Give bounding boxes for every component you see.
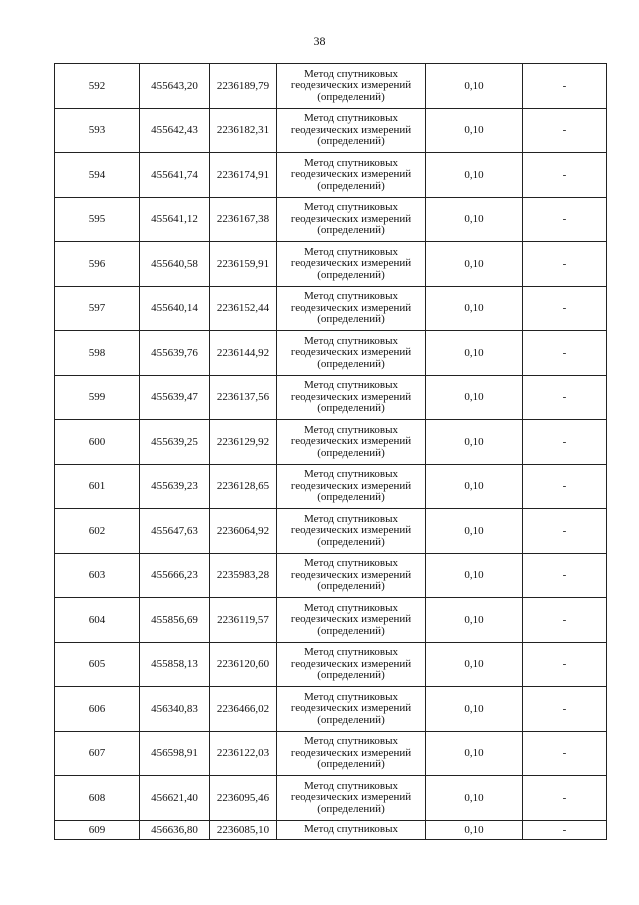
y-coordinate-cell: 2236128,65 — [210, 464, 277, 509]
method-line: геодезических измерений — [290, 212, 412, 225]
y-coordinate-cell: 2236120,60 — [210, 642, 277, 687]
x-coordinate-cell: 455643,20 — [140, 64, 210, 109]
table-row — [55, 598, 607, 643]
method-line: (определений) — [317, 90, 385, 103]
x-coordinate-cell: 456621,40 — [140, 776, 210, 821]
accuracy-cell: 0,10 — [426, 776, 523, 821]
x-coordinate-cell: 455640,58 — [140, 242, 210, 287]
note-cell: - — [523, 108, 607, 153]
accuracy-cell: 0,10 — [426, 197, 523, 242]
note-cell: - — [523, 642, 607, 687]
table-row — [55, 286, 607, 331]
y-coordinate-cell: 2236129,92 — [210, 420, 277, 465]
method-cell — [277, 509, 426, 554]
x-coordinate-cell: 455858,13 — [140, 642, 210, 687]
method-cell — [277, 553, 426, 598]
note-cell: - — [523, 420, 607, 465]
accuracy-cell: 0,10 — [426, 464, 523, 509]
method-line: (определений) — [317, 669, 385, 681]
y-coordinate-cell: 2236466,02 — [210, 687, 277, 732]
table-row — [55, 420, 607, 465]
table-row — [55, 820, 607, 839]
x-coordinate-cell: 455640,14 — [140, 286, 210, 331]
method-line: (определений) — [317, 491, 385, 503]
method-cell — [277, 64, 426, 109]
x-coordinate-cell: 456598,91 — [140, 731, 210, 776]
method-line: геодезических измерений — [290, 568, 412, 581]
table-row — [55, 642, 607, 687]
method-line: Метод спутниковых — [304, 690, 398, 703]
point-number-cell: 602 — [55, 509, 140, 554]
point-number-cell: 596 — [55, 242, 140, 287]
method-line: геодезических измерений — [290, 79, 412, 91]
method-line: (определений) — [317, 268, 385, 281]
note-cell: - — [523, 731, 607, 776]
accuracy-cell: 0,10 — [426, 553, 523, 598]
x-coordinate-cell: 455639,25 — [140, 420, 210, 465]
accuracy-cell: 0,10 — [426, 509, 523, 554]
y-coordinate-cell: 2236144,92 — [210, 331, 277, 376]
method-line: Метод спутниковых — [304, 201, 398, 213]
y-coordinate-cell: 2236182,31 — [210, 108, 277, 153]
table-row — [55, 242, 607, 287]
method-line: геодезических измерений — [290, 390, 412, 403]
method-line: Метод спутниковых — [304, 334, 398, 347]
point-number-cell: 592 — [55, 64, 140, 109]
method-line: Метод спутниковых — [304, 601, 398, 614]
point-number-cell: 595 — [55, 197, 140, 242]
method-cell — [277, 375, 426, 420]
method-line: (определений) — [317, 224, 385, 236]
method-line: Метод спутниковых — [304, 245, 398, 258]
point-number-cell: 599 — [55, 375, 140, 420]
method-cell — [277, 197, 426, 242]
accuracy-cell: 0,10 — [426, 820, 523, 839]
method-cell — [277, 153, 426, 198]
accuracy-cell: 0,10 — [426, 420, 523, 465]
table-row — [55, 108, 607, 153]
table-row — [55, 64, 607, 109]
method-line: геодезических измерений — [290, 435, 412, 447]
page-number: 38 — [313, 34, 326, 48]
note-cell: - — [523, 375, 607, 420]
note-cell: - — [523, 242, 607, 287]
y-coordinate-cell: 2236085,10 — [210, 820, 277, 839]
point-number-cell: 606 — [55, 687, 140, 732]
method-line: Метод спутниковых — [304, 779, 398, 792]
point-number-cell: 593 — [55, 108, 140, 153]
y-coordinate-cell: 2236095,46 — [210, 776, 277, 821]
accuracy-cell: 0,10 — [426, 642, 523, 687]
method-line: геодезических измерений — [290, 702, 412, 714]
table-row — [55, 687, 607, 732]
accuracy-cell: 0,10 — [426, 242, 523, 287]
method-line: Метод спутниковых — [304, 379, 398, 391]
point-number-cell: 597 — [55, 286, 140, 331]
method-line: (определений) — [317, 402, 385, 414]
y-coordinate-cell: 2236064,92 — [210, 509, 277, 554]
method-line: геодезических измерений — [290, 791, 412, 803]
note-cell: - — [523, 553, 607, 598]
method-line: (определений) — [317, 713, 385, 726]
method-line: Метод спутниковых — [304, 646, 398, 658]
table-row — [55, 153, 607, 198]
note-cell: - — [523, 820, 607, 839]
method-line: геодезических измерений — [290, 746, 412, 759]
method-line: Метод спутниковых — [304, 822, 398, 835]
note-cell: - — [523, 64, 607, 109]
method-cell — [277, 598, 426, 643]
method-line: (определений) — [317, 580, 385, 592]
x-coordinate-cell: 455641,74 — [140, 153, 210, 198]
point-number-cell: 600 — [55, 420, 140, 465]
method-line: Метод спутниковых — [304, 156, 398, 169]
table-row — [55, 509, 607, 554]
method-line: (определений) — [317, 179, 385, 192]
method-cell — [277, 642, 426, 687]
method-line: геодезических измерений — [290, 123, 412, 136]
method-line: геодезических измерений — [290, 524, 412, 536]
point-number-cell: 608 — [55, 776, 140, 821]
method-line: (определений) — [317, 313, 385, 325]
y-coordinate-cell: 2235983,28 — [210, 553, 277, 598]
table-row — [55, 331, 607, 376]
point-number-cell: 609 — [55, 820, 140, 839]
method-line: (определений) — [317, 135, 385, 147]
method-line: геодезических измерений — [290, 613, 412, 625]
accuracy-cell: 0,10 — [426, 286, 523, 331]
method-cell — [277, 420, 426, 465]
accuracy-cell: 0,10 — [426, 153, 523, 198]
point-number-cell: 598 — [55, 331, 140, 376]
accuracy-cell: 0,10 — [426, 375, 523, 420]
note-cell: - — [523, 286, 607, 331]
note-cell: - — [523, 153, 607, 198]
method-cell — [277, 242, 426, 287]
method-line: геодезических измерений — [290, 168, 412, 180]
method-line: Метод спутниковых — [304, 512, 398, 525]
method-line: Метод спутниковых — [304, 67, 398, 80]
table-row — [55, 197, 607, 242]
method-line: Метод спутниковых — [304, 112, 398, 124]
coordinates-table-body — [55, 64, 607, 840]
accuracy-cell: 0,10 — [426, 687, 523, 732]
x-coordinate-cell: 455639,47 — [140, 375, 210, 420]
point-number-cell: 601 — [55, 464, 140, 509]
y-coordinate-cell: 2236137,56 — [210, 375, 277, 420]
note-cell: - — [523, 776, 607, 821]
method-cell — [277, 108, 426, 153]
coordinates-table — [54, 63, 607, 840]
method-line: геодезических измерений — [290, 657, 412, 670]
note-cell: - — [523, 509, 607, 554]
table-row — [55, 464, 607, 509]
accuracy-cell: 0,10 — [426, 331, 523, 376]
method-cell — [277, 820, 426, 839]
method-line: Метод спутниковых — [304, 735, 398, 747]
y-coordinate-cell: 2236189,79 — [210, 64, 277, 109]
method-cell — [277, 464, 426, 509]
y-coordinate-cell: 2236119,57 — [210, 598, 277, 643]
table-row — [55, 553, 607, 598]
method-line: геодезических измерений — [290, 346, 412, 358]
accuracy-cell: 0,10 — [426, 731, 523, 776]
y-coordinate-cell: 2236174,91 — [210, 153, 277, 198]
y-coordinate-cell: 2236152,44 — [210, 286, 277, 331]
method-line: геодезических измерений — [290, 301, 412, 314]
point-number-cell: 607 — [55, 731, 140, 776]
x-coordinate-cell: 456340,83 — [140, 687, 210, 732]
x-coordinate-cell: 455642,43 — [140, 108, 210, 153]
accuracy-cell: 0,10 — [426, 598, 523, 643]
table-row — [55, 776, 607, 821]
method-cell — [277, 776, 426, 821]
method-line: (определений) — [317, 446, 385, 459]
point-number-cell: 603 — [55, 553, 140, 598]
x-coordinate-cell: 455856,69 — [140, 598, 210, 643]
method-line: Метод спутниковых — [304, 557, 398, 569]
method-cell — [277, 731, 426, 776]
method-cell — [277, 331, 426, 376]
y-coordinate-cell: 2236159,91 — [210, 242, 277, 287]
note-cell: - — [523, 331, 607, 376]
method-line: геодезических измерений — [290, 257, 412, 269]
method-line: Метод спутниковых — [304, 468, 398, 480]
x-coordinate-cell: 455639,23 — [140, 464, 210, 509]
table-row — [55, 731, 607, 776]
point-number-cell: 594 — [55, 153, 140, 198]
method-line: Метод спутниковых — [304, 290, 398, 302]
point-number-cell: 605 — [55, 642, 140, 687]
y-coordinate-cell: 2236167,38 — [210, 197, 277, 242]
x-coordinate-cell: 455641,12 — [140, 197, 210, 242]
method-line: (определений) — [317, 758, 385, 770]
x-coordinate-cell: 455647,63 — [140, 509, 210, 554]
table-row — [55, 375, 607, 420]
y-coordinate-cell: 2236122,03 — [210, 731, 277, 776]
note-cell: - — [523, 197, 607, 242]
x-coordinate-cell: 455639,76 — [140, 331, 210, 376]
note-cell: - — [523, 598, 607, 643]
accuracy-cell: 0,10 — [426, 108, 523, 153]
x-coordinate-cell: 456636,80 — [140, 820, 210, 839]
x-coordinate-cell: 455666,23 — [140, 553, 210, 598]
method-line: (определений) — [317, 535, 385, 548]
point-number-cell: 604 — [55, 598, 140, 643]
note-cell: - — [523, 464, 607, 509]
method-line: Метод спутниковых — [304, 423, 398, 436]
method-cell — [277, 286, 426, 331]
method-line: геодезических измерений — [290, 479, 412, 492]
method-cell — [277, 687, 426, 732]
method-line: (определений) — [317, 357, 385, 370]
method-line: (определений) — [317, 802, 385, 815]
note-cell: - — [523, 687, 607, 732]
accuracy-cell: 0,10 — [426, 64, 523, 109]
method-line: (определений) — [317, 624, 385, 637]
